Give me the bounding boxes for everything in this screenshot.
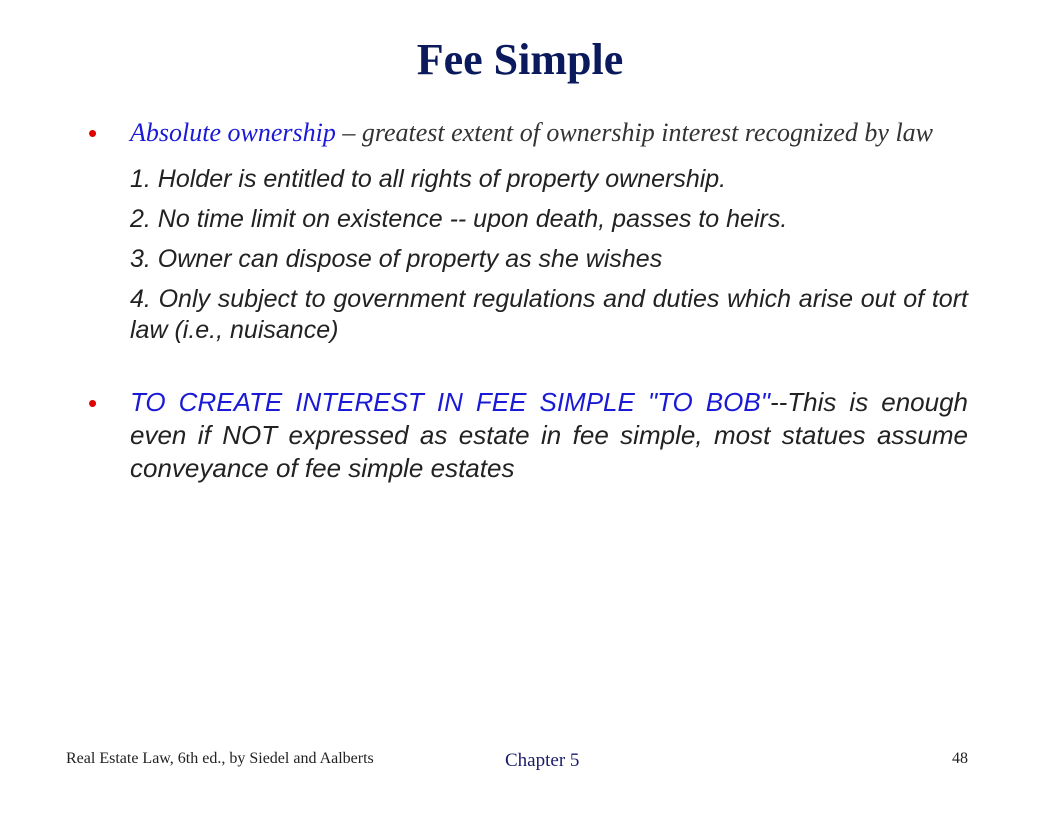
bullet-create-interest — [88, 386, 968, 485]
footer-source: Real Estate Law, 6th ed., by Siedel and Aalberts — [66, 750, 374, 767]
bullet-rest-text: --This is enough even if NOT expressed as estate in fee simple, most statues assume conveyance of fee simple estates — [130, 387, 969, 483]
sub-item-2: 2. No time limit on existence -- upon death, passes to heirs. — [130, 205, 788, 233]
sub-item-3: 3. Owner can dispose of property as she wishes — [130, 245, 663, 273]
sub-item-4: 4. Only subject to government regulations and duties which arise out of tort law (i.e., nuisance) — [130, 285, 968, 344]
bullet-rest-text: – greatest extent of ownership interest recognized by law — [335, 118, 934, 147]
bullet-marker: • — [88, 388, 98, 418]
bullet-text — [130, 116, 968, 150]
page-number: 48 — [952, 750, 968, 767]
highlight-create-interest: TO CREATE INTEREST IN FEE SIMPLE "TO BOB" — [130, 387, 770, 417]
bullet-absolute-ownership — [88, 116, 968, 150]
bullet-marker: • — [88, 118, 98, 148]
slide-title: Fee Simple — [416, 35, 624, 84]
highlight-absolute-ownership: Absolute ownership — [130, 118, 336, 147]
sub-item-1: 1. Holder is entitled to all rights of property ownership. — [130, 165, 727, 193]
bullet-text — [130, 386, 968, 485]
footer-chapter: Chapter 5 — [505, 750, 580, 771]
slide-body — [88, 116, 968, 485]
